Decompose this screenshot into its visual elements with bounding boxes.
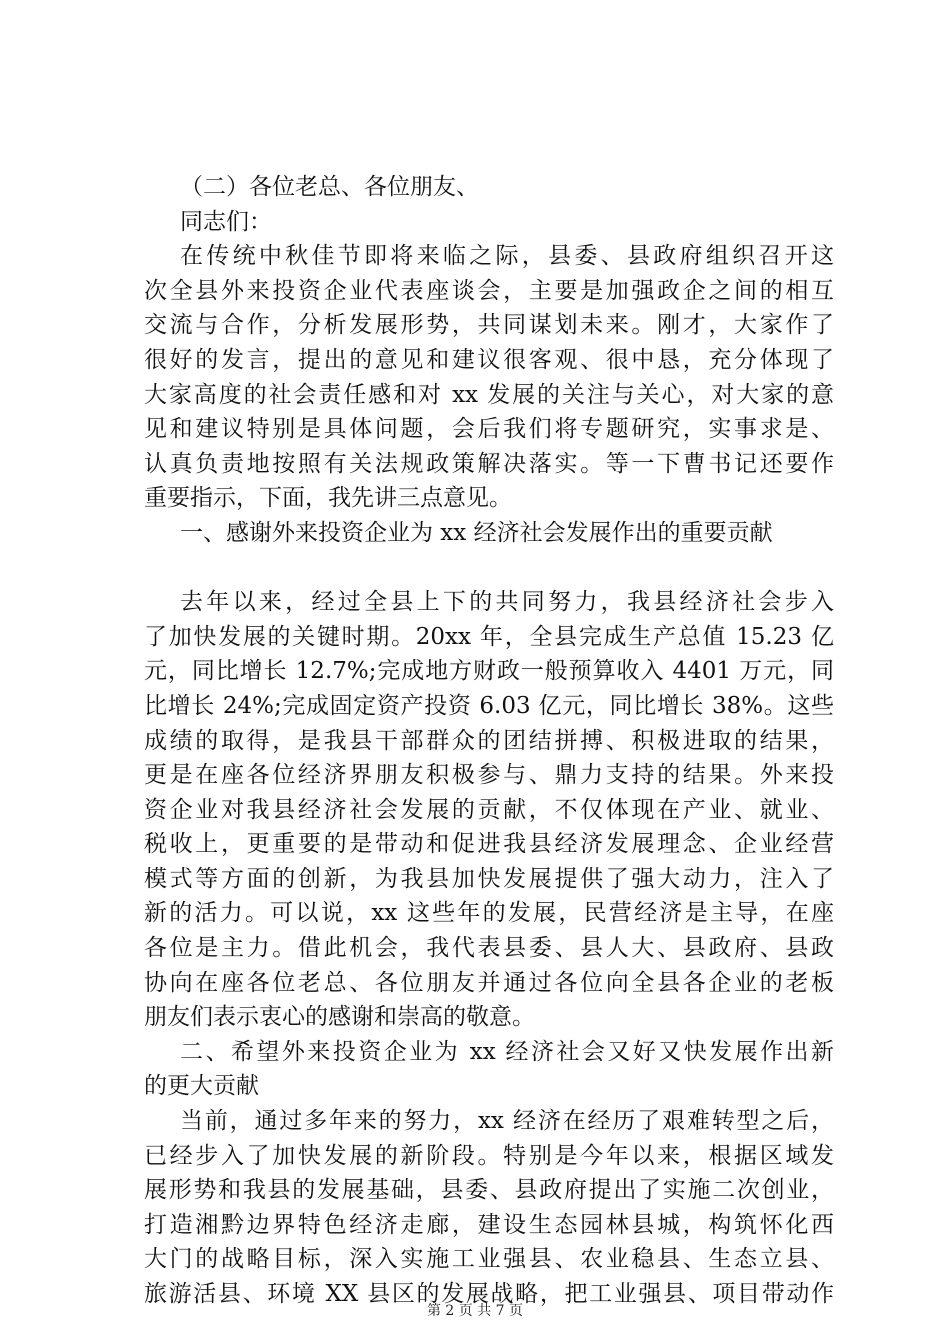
text-line: 模式等方面的创新，为我县加快发展提供了强大动力，注入了 <box>144 865 834 892</box>
text-line: 资企业对我县经济社会发展的贡献，不仅体现在产业、就业、 <box>144 796 834 823</box>
text-line: 大家高度的社会责任感和对 xx 发展的关注与关心，对大家的意 <box>144 381 834 408</box>
text-line: 了加快发展的关键时期。20xx 年，全县完成生产总值 15.23 亿 <box>144 623 834 650</box>
text-line: 朋友们表示衷心的感谢和崇高的敬意。 <box>144 1004 535 1031</box>
text-line: 认真负责地按照有关法规政策解决落实。等一下曹书记还要作 <box>144 450 834 477</box>
text-line: 交流与合作，分析发展形势，共同谋划未来。刚才，大家作了 <box>144 312 834 339</box>
text-line: 的更大贡献 <box>144 1073 259 1100</box>
text-line: 税收上，更重要的是带动和促进我县经济发展理念、企业经营 <box>144 831 834 858</box>
blank-line <box>144 551 834 586</box>
text-line: 更是在座各位经济界朋友积极参与、鼎力支持的结果。外来投 <box>144 762 834 789</box>
text-line: （二）各位老总、各位朋友、 <box>180 174 479 200</box>
text-line: 一、感谢外来投资企业为 xx 经济社会发展作出的重要贡献 <box>180 519 773 546</box>
text-line: 比增长 24%;完成固定资产投资 6.03 亿元，同比增长 38%。这些 <box>144 692 834 719</box>
text-line: 旅游活县、环境 XX 县区的发展战略，把工业强县、项目带动作 <box>144 1281 834 1307</box>
text-line: 在传统中秋佳节即将来临之际，县委、县政府组织召开这 <box>180 243 834 270</box>
text-line: 去年以来，经过全县上下的共同努力，我县经济社会步入 <box>180 589 834 616</box>
text-line: 大门的战略目标，深入实施工业强县、农业稳县、生态立县、 <box>144 1246 834 1273</box>
document-body <box>144 170 834 1312</box>
text-line: 当前，通过多年来的努力，xx 经济在经历了艰难转型之后， <box>180 1108 834 1135</box>
text-line: 展形势和我县的发展基础，县委、县政府提出了实施二次创业， <box>144 1177 834 1204</box>
text-line: 同志们： <box>180 208 272 235</box>
text-line: 次全县外来投资企业代表座谈会，主要是加强政企之间的相互 <box>144 277 834 304</box>
text-line: 新的活力。可以说，xx 这些年的发展，民营经济是主导，在座 <box>144 900 834 927</box>
page-footer: 第 2 页 共 7 页 <box>426 1303 524 1319</box>
text-line: 打造湘黔边界特色经济走廊，建设生态园林县城，构筑怀化西 <box>144 1211 834 1238</box>
text-line: 重要指示，下面，我先讲三点意见。 <box>144 485 512 512</box>
text-line: 成绩的取得，是我县干部群众的团结拼搏、积极进取的结果， <box>144 727 834 754</box>
text-line: 很好的发言，提出的意见和建议很客观、很中恳，充分体现了 <box>144 346 834 373</box>
text-line: 已经步入了加快发展的新阶段。特别是今年以来，根据区域发 <box>144 1142 834 1169</box>
text-line: 二、希望外来投资企业为 xx 经济社会又好又快发展作出新 <box>180 1038 834 1065</box>
text-line: 协向在座各位老总、各位朋友并通过各位向全县各企业的老板 <box>144 969 834 996</box>
text-line: 见和建议特别是具体问题，会后我们将专题研究，实事求是、 <box>144 416 834 443</box>
text-line: 元，同比增长 12.7%;完成地方财政一般预算收入 4401 万元，同 <box>144 658 834 685</box>
text-line: 各位是主力。借此机会，我代表县委、县人大、县政府、县政 <box>144 935 834 962</box>
